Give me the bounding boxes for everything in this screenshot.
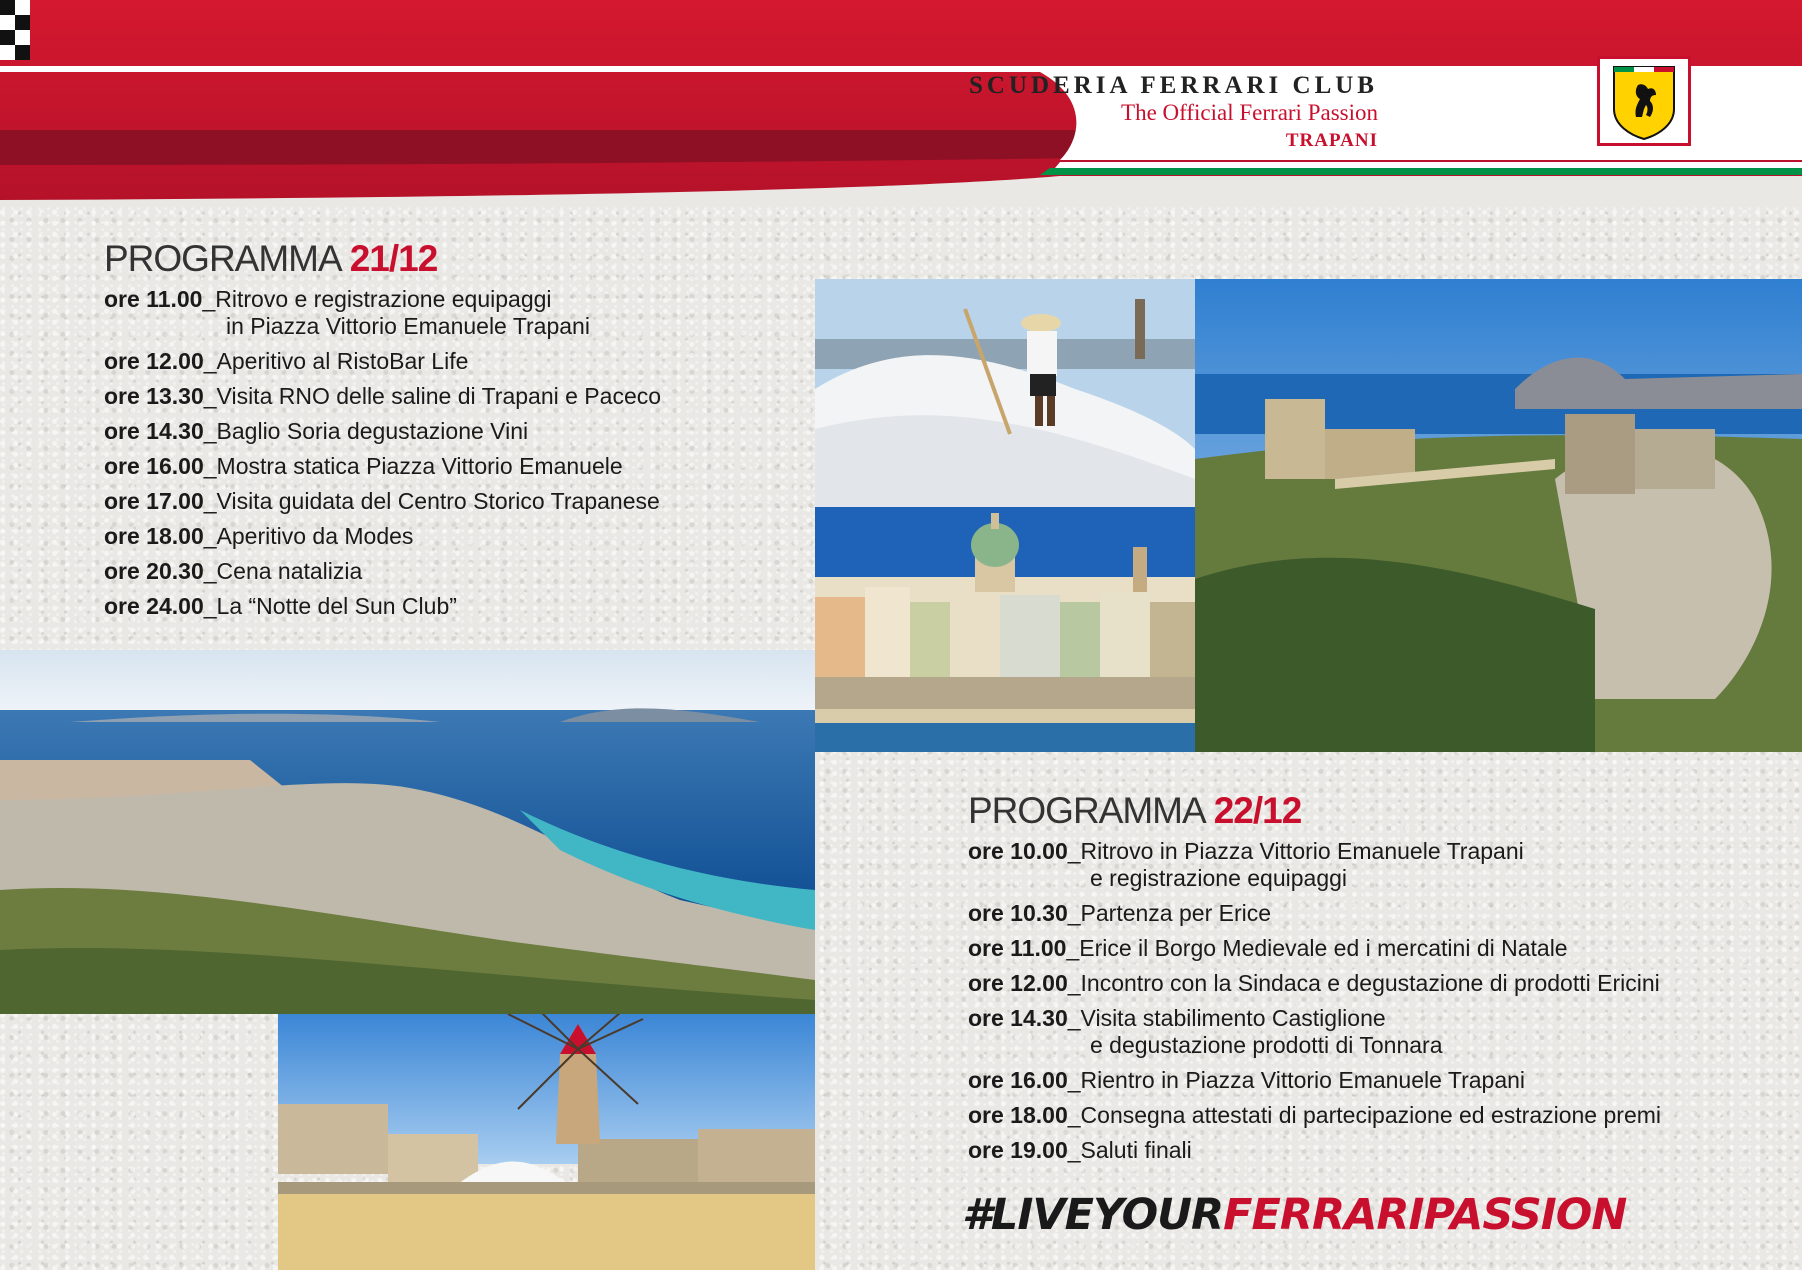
programme-item: ore 17.00_Visita guidata del Centro Storico Trapanese bbox=[104, 488, 660, 514]
club-tagline: The Official Ferrari Passion bbox=[1121, 100, 1378, 125]
programme-item: ore 10.00_Ritrovo in Piazza Vittorio Emanuele Trapani e registrazione equipaggi bbox=[968, 838, 1524, 891]
programme-title-label: PROGRAMMA bbox=[968, 790, 1206, 831]
salt-worker-photo bbox=[815, 279, 1195, 507]
programme-item: ore 18.00_Aperitivo da Modes bbox=[104, 523, 414, 549]
programme-day-2 bbox=[968, 790, 1661, 1172]
trapani-coast-photo bbox=[0, 650, 815, 1014]
salt-windmill-photo bbox=[278, 1014, 815, 1270]
programme-item: ore 11.00_Erice il Borgo Medievale ed i mercatini di Natale bbox=[968, 935, 1568, 961]
programme-item: ore 20.30_Cena natalizia bbox=[104, 558, 363, 584]
hashtag-live-your-ferrari-passion bbox=[962, 1190, 1626, 1240]
programme-title bbox=[104, 238, 661, 280]
club-city: TRAPANI bbox=[1285, 130, 1378, 151]
ferrari-shield-logo bbox=[1597, 56, 1691, 146]
header-band bbox=[0, 0, 1802, 205]
programme-list bbox=[104, 286, 661, 620]
hashtag-part-1: #LIVEYOUR bbox=[962, 1190, 1224, 1240]
checkered-flag-icon bbox=[0, 0, 30, 60]
programme-item: ore 24.00_La “Notte del Sun Club” bbox=[104, 593, 457, 619]
programme-item: ore 10.30_Partenza per Erice bbox=[968, 900, 1272, 926]
club-brand bbox=[968, 62, 1590, 154]
programme-item: ore 14.30_Visita stabilimento Castiglione e degustazione prodotti di Tonnara bbox=[968, 1005, 1443, 1058]
programme-item: ore 19.00_Saluti finali bbox=[968, 1137, 1192, 1163]
programme-item: ore 18.00_Consegna attestati di partecipazione ed estrazione premi bbox=[968, 1102, 1661, 1128]
club-name: SCUDERIA FERRARI CLUB bbox=[968, 72, 1378, 99]
programme-item: ore 13.30_Visita RNO delle saline di Trapani e Paceco bbox=[104, 383, 662, 409]
programme-title bbox=[968, 790, 1661, 832]
programme-date: 22/12 bbox=[1213, 790, 1302, 831]
programme-item: ore 12.00_Incontro con la Sindaca e degustazione di prodotti Ericini bbox=[968, 970, 1660, 996]
programme-date: 21/12 bbox=[349, 238, 438, 279]
programme-title-label: PROGRAMMA bbox=[104, 238, 342, 279]
programme-item: ore 16.00_Mostra statica Piazza Vittorio Emanuele bbox=[104, 453, 623, 479]
trapani-harbor-photo bbox=[815, 507, 1195, 752]
programme-item: ore 16.00_Rientro in Piazza Vittorio Emanuele Trapani bbox=[968, 1067, 1526, 1093]
programme-list bbox=[968, 838, 1661, 1164]
programme-day-1 bbox=[104, 238, 661, 628]
hashtag-part-2: FERRARIPASSION bbox=[1223, 1190, 1627, 1240]
programme-item: ore 14.30_Baglio Soria degustazione Vini bbox=[104, 418, 529, 444]
erice-castle-photo bbox=[1195, 279, 1802, 752]
programme-item: ore 12.00_Aperitivo al RistoBar Life bbox=[104, 348, 469, 374]
programme-item: ore 11.00_Ritrovo e registrazione equipaggi in Piazza Vittorio Emanuele Trapani bbox=[104, 286, 590, 339]
